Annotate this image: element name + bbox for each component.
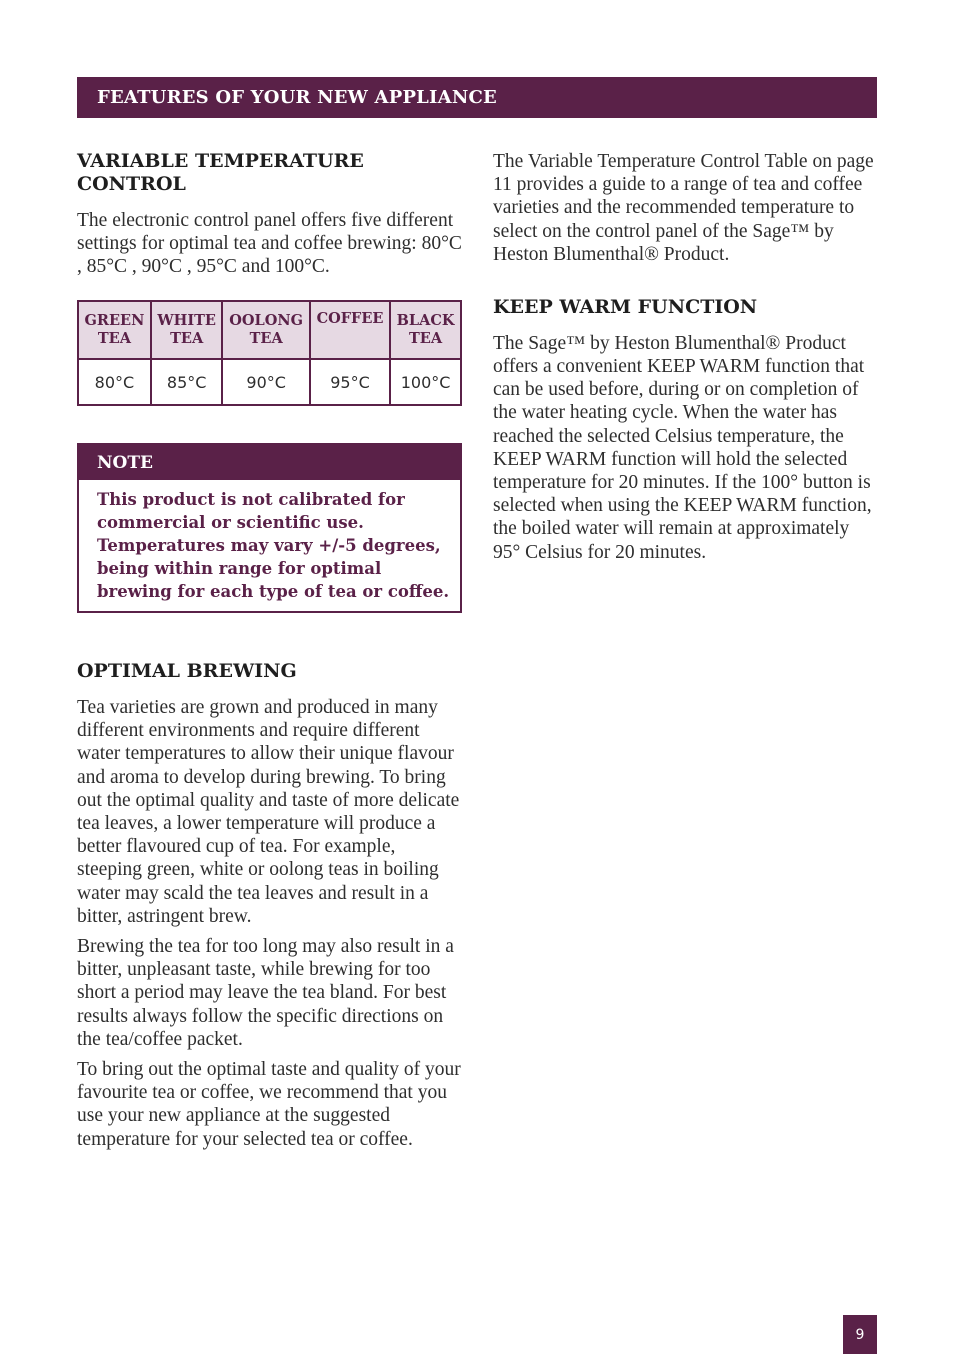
table-header-row bbox=[78, 301, 461, 359]
table-header-cell: GREEN TEA bbox=[78, 301, 151, 359]
intro-paragraph: The Variable Temperature Control Table on page 11 provides a guide to a range of tea and coffee varieties and the recommended temperature to select on the control panel of the Sage™ by Heston Blumenthal® Product. bbox=[493, 151, 874, 265]
right-column bbox=[493, 150, 879, 564]
table-header-cell: BLACK TEA bbox=[390, 301, 461, 359]
vtc-paragraph: The electronic control panel offers five different settings for optimal tea and coffee brewing: 80°C , 85°C , 90°C , 95°C and 100°C. bbox=[77, 209, 462, 277]
section-title: FEATURES OF YOUR NEW APPLIANCE bbox=[97, 87, 497, 108]
optimal-paragraph-3: To bring out the optimal taste and quality of your favourite tea or coffee, we recommend that you use your new appliance at the suggested temperature for your selected tea or coffee. bbox=[77, 1059, 461, 1150]
note-text: This product is not calibrated for commercial or scientific use. Temperatures may vary +/-5 degrees, being within range for optimal brewing for each type of tea or coffee. bbox=[97, 490, 450, 602]
table-header-cell: WHITE TEA bbox=[151, 301, 223, 359]
note-box bbox=[77, 443, 462, 613]
left-column bbox=[77, 150, 463, 1151]
table-header-cell: COFFEE bbox=[310, 301, 390, 359]
page-number: 9 bbox=[843, 1315, 877, 1354]
table-cell: 90°C bbox=[222, 359, 309, 405]
keepwarm-paragraph: The Sage™ by Heston Blumenthal® Product offers a convenient KEEP WARM function that can be used before, during or on completion of the water heating cycle. When the water has reached the selected Celsius temperature, the KEEP WARM function will hold the selected temperature for 20 minutes. If the 100° button is selected when using the KEEP WARM function, the boiled water will remain at approximately 95° Celsius for 20 minutes. bbox=[493, 332, 872, 563]
keepwarm-heading: KEEP WARM FUNCTION bbox=[493, 296, 758, 319]
table-cell: 85°C bbox=[151, 359, 223, 405]
optimal-heading: OPTIMAL BREWING bbox=[77, 660, 297, 683]
optimal-paragraph-2: Brewing the tea for too long may also result in a bitter, unpleasant taste, while brewing for too short a period may leave the tea bland. For best results always follow the specific directions on the tea/coffee packet. bbox=[77, 936, 454, 1050]
table-row bbox=[78, 359, 461, 405]
table-cell: 100°C bbox=[390, 359, 461, 405]
table-cell: 80°C bbox=[78, 359, 151, 405]
note-title: NOTE bbox=[79, 445, 460, 480]
temperature-table bbox=[77, 300, 462, 406]
section-banner bbox=[77, 77, 877, 118]
table-cell: 95°C bbox=[310, 359, 390, 405]
table-header-cell: OOLONG TEA bbox=[222, 301, 309, 359]
optimal-paragraph-1: Tea varieties are grown and produced in many different environments and require different water temperatures to allow their unique flavour and aroma to develop during brewing. To bring out the optimal quality and taste of more delicate tea leaves, a lower temperature will produce a better flavoured cup of tea. For example, steeping green, white or oolong teas in boiling water may scald the tea leaves and result in a bitter, astringent brew. bbox=[77, 697, 460, 927]
vtc-heading: VARIABLE TEMPERATURE CONTROL bbox=[77, 150, 364, 195]
